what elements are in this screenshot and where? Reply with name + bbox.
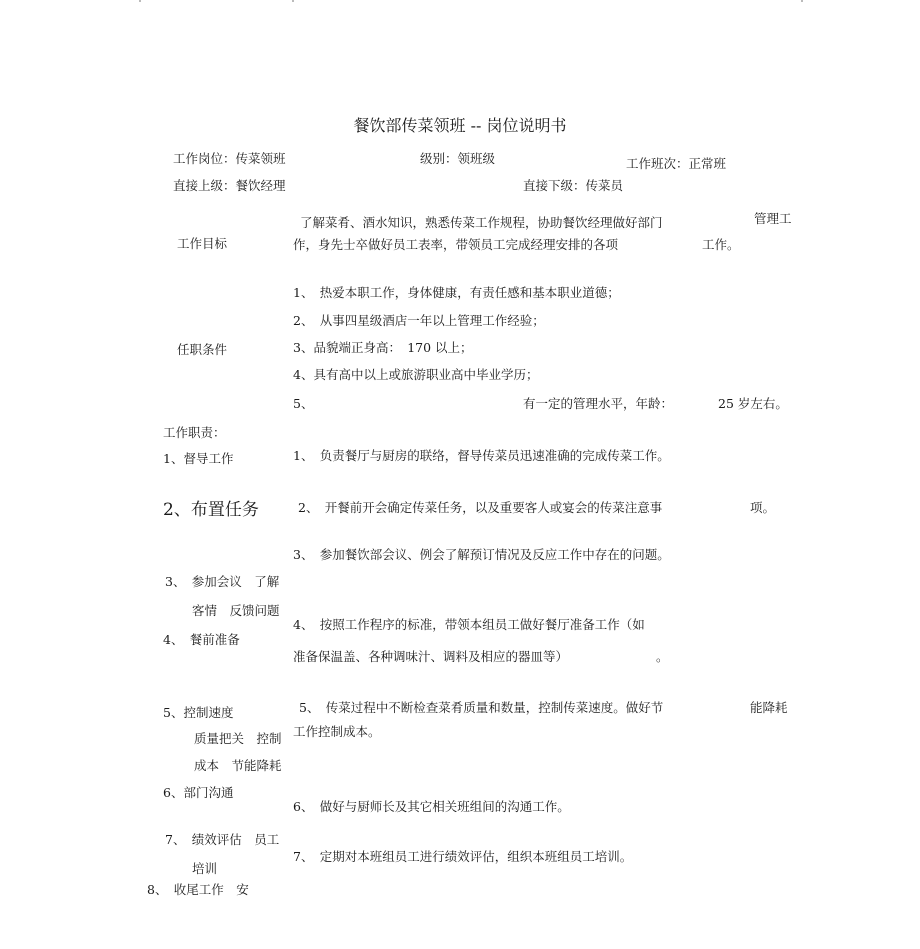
duty-label: 6、部门沟通 [163, 785, 234, 800]
duty-label: 成本 节能降耗 [194, 758, 282, 773]
shift-field: 工作班次：正常班 [626, 156, 727, 171]
duty-text: 工作控制成本。 [293, 724, 381, 739]
requirement-item: 4、具有高中以上或旅游职业高中毕业学历； [293, 367, 539, 382]
duty-label: 培训 [192, 861, 218, 876]
goal-text-line2-tail: 工作。 [702, 237, 740, 252]
requirement-item: 2、 从事四星级酒店一年以上管理工作经验； [293, 313, 545, 328]
duties-heading: 工作职责： [163, 425, 226, 440]
duty-text-tail: 项。 [750, 500, 776, 515]
duty-label: 7、 绩效评估 员工 [165, 832, 280, 847]
corner-mark [139, 0, 141, 2]
duty-label: 质量把关 控制 [194, 731, 282, 746]
requirement-age: 25 岁左右。 [718, 396, 788, 411]
grade-field: 级别：领班级 [420, 151, 496, 166]
duty-label: 3、 参加会议 了解 [165, 574, 280, 589]
position-field: 工作岗位：传菜领班 [173, 151, 286, 166]
requirement-item: 3、品貌端正身高： 170 以上； [293, 340, 473, 355]
duty-label: 2、布置任务 [163, 500, 259, 520]
duty-label: 4、 餐前准备 [163, 632, 240, 647]
duty-text: 4、 按照工作程序的标准，带领本组员工做好餐厅准备工作（如 [293, 617, 645, 632]
duty-text-tail: 能降耗 [750, 700, 788, 715]
duty-label: 客情 反馈问题 [192, 603, 280, 618]
duty-text: 5、 传菜过程中不断检查菜肴质量和数量，控制传菜速度。做好节 [299, 700, 664, 715]
duty-text: 1、 负责餐厅与厨房的联络，督导传菜员迅速准确的完成传菜工作。 [293, 448, 670, 463]
duty-label: 5、控制速度 [163, 705, 234, 720]
document-title: 餐饮部传菜领班 -- 岗位说明书 [353, 116, 567, 135]
superior-field: 直接上级：餐饮经理 [173, 178, 286, 193]
duty-text: 7、 定期对本班组员工进行绩效评估，组织本班组员工培训。 [293, 849, 633, 864]
duty-text-tail: 。 [656, 649, 669, 664]
duty-label: 8、 收尾工作 安 [147, 882, 249, 897]
corner-mark [292, 0, 294, 2]
requirement-item: 1、 热爱本职工作，身体健康，有责任感和基本职业道德； [293, 285, 620, 300]
subordinate-field: 直接下级：传菜员 [523, 178, 624, 193]
duty-text: 3、 参加餐饮部会议、例会了解预订情况及反应工作中存在的问题。 [293, 547, 670, 562]
goal-text-line1: 了解菜肴、酒水知识，熟悉传菜工作规程，协助餐饮经理做好部门 [300, 215, 663, 230]
goal-text-line2: 作，身先士卒做好员工表率，带领员工完成经理安排的各项 [293, 237, 619, 252]
duty-text: 6、 做好与厨师长及其它相关班组间的沟通工作。 [293, 799, 570, 814]
duty-text: 2、 开餐前开会确定传菜任务，以及重要客人或宴会的传菜注意事 [298, 500, 663, 515]
duty-text: 准备保温盖、各种调味汁、调料及相应的器皿等） [293, 649, 569, 664]
corner-mark [801, 0, 803, 2]
requirement-item-number: 5、 [293, 396, 314, 411]
requirements-label: 任职条件 [177, 342, 228, 357]
goal-text-line1-tail: 管理工 [754, 211, 792, 226]
duty-label: 1、督导工作 [163, 451, 234, 466]
requirement-item-text: 有一定的管理水平，年龄： [523, 396, 674, 411]
goal-label: 工作目标 [177, 236, 228, 251]
